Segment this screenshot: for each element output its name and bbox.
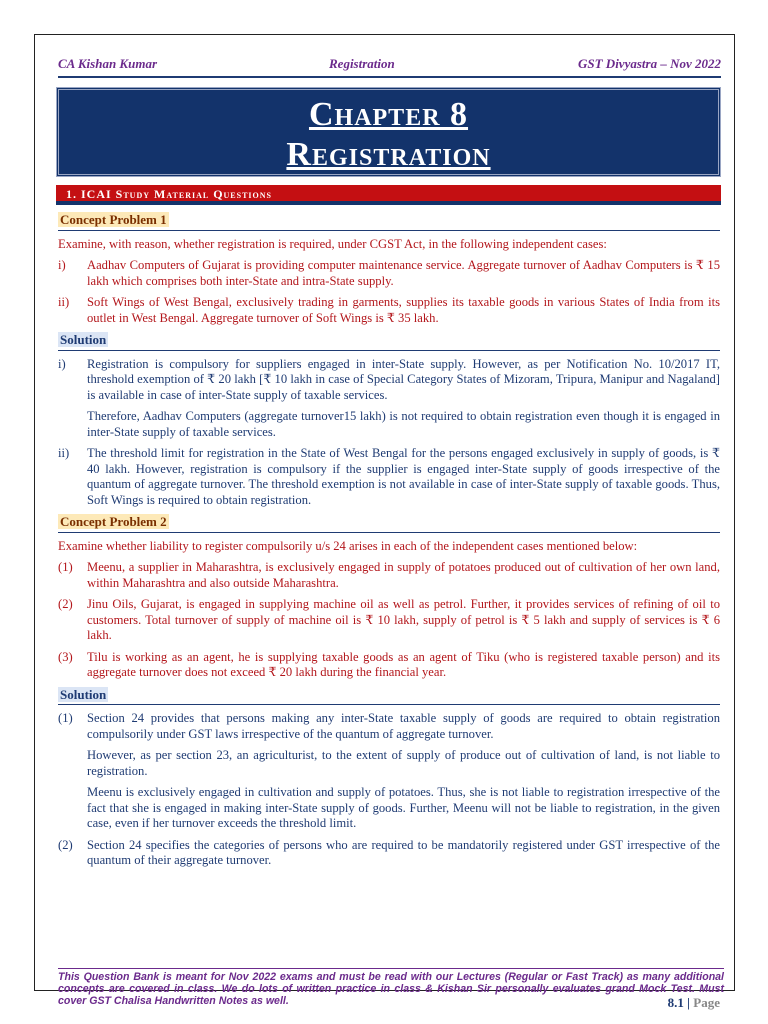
problem-2-heading-text: Concept Problem 2 — [60, 514, 167, 529]
item-number: (3) — [58, 649, 73, 664]
list-item — [58, 446, 720, 508]
item-body — [87, 711, 720, 832]
problem-1-heading-text: Concept Problem 1 — [60, 212, 167, 227]
page-number-value: 8.1 — [667, 995, 684, 1010]
list-item — [58, 560, 720, 591]
list-item — [58, 597, 720, 644]
item-text: The threshold limit for registration in the State of West Bengal for the persons engaged exclusively in supply of goods, is ₹ 40 lakh. However, registration is compulsory if the supplier is engaged inter-State supply of goods irrespective of the quantum of aggregate turnover. The threshold exemption is not available in case of inter-State supply of taxable goods. Thus, Soft Wings is required to obtain registration. — [87, 446, 720, 507]
item-number: i) — [58, 356, 66, 371]
list-item — [58, 838, 720, 869]
item-text: Section 24 specifies the categories of persons who are required to be mandatorily registered under GST irrespective of the quantum of their aggregate turnover. — [87, 837, 720, 867]
item-text-extra: However, as per section 23, an agriculturist, to the extent of supply of produce out of cultivation of land, is not liable to registration. — [87, 748, 720, 778]
item-text: Soft Wings of West Bengal, exclusively trading in garments, supplies its taxable goods in various States of India from its outlet in West Bengal. Aggregate turnover of Soft Wings is ₹ 35 lakh. — [87, 295, 720, 325]
header-author: CA Kishan Kumar — [58, 56, 157, 71]
page-header — [58, 56, 721, 74]
header-chapter: Registration — [329, 56, 395, 71]
main-content — [58, 212, 720, 875]
item-text: Tilu is working as an agent, he is supplying taxable goods as an agent of Tiku (who is registered taxable person) and its aggregate turnover does not exceed ₹ 20 lakh during the financial year. — [87, 649, 720, 679]
item-number: (1) — [58, 560, 73, 574]
problem-2-heading — [58, 514, 720, 533]
list-item — [58, 650, 720, 681]
list-item — [58, 295, 720, 326]
item-text: Meenu, a supplier in Maharashtra, is exclusively engaged in supply of potatoes produced out of cultivation of her own land, within Maharashtra and also outside Maharashtra. — [87, 560, 720, 590]
solution-1-heading — [58, 332, 720, 351]
list-item — [58, 258, 720, 289]
item-text: Registration is compulsory for suppliers engaged in inter-State supply. However, as per Notification No. 10/2017 IT, threshold exemption of ₹ 20 lakh [₹ 10 lakh in case of Special Category States of Mizoram, Tripura, Manipur and Nagaland] is available in case of inter-State supply of taxable services. — [87, 356, 720, 402]
chapter-number: Chapter 8 — [308, 96, 469, 133]
header-divider — [58, 76, 721, 78]
header-book: GST Divyastra – Nov 2022 — [578, 56, 721, 71]
chapter-title-box — [56, 87, 721, 177]
item-text: Section 24 provides that persons making any inter-State taxable supply of goods are required to obtain registration compulsorily under GST laws irrespective of the quantum of aggregate turnover. — [87, 711, 720, 741]
footer-note: This Question Bank is meant for Nov 2022 exams and must be read with our Lectures (Regular or Fast Track) as many additional concepts are covered in class. We do lots of written practice in class & Kishan Sir personally evaluates grand Mock Test. Must cover GST Chalisa Handwritten Notes as well. — [58, 968, 724, 1007]
item-body — [87, 357, 720, 441]
item-text-extra: Therefore, Aadhav Computers (aggregate turnover15 lakh) is not required to obtain registration even though it is engaged in inter-State supply of taxable services. — [87, 409, 720, 439]
item-number: (1) — [58, 711, 73, 725]
list-item — [58, 711, 720, 832]
item-number: ii) — [58, 446, 70, 460]
item-text: Aadhav Computers of Gujarat is providing computer maintenance service. Aggregate turnover of Aadhav Computers is ₹ 15 lakh which comprises both inter-State and intra-State supply. — [87, 258, 720, 288]
section-heading: 1. ICAI Study Material Questions — [56, 185, 721, 205]
list-item — [58, 357, 720, 441]
solution-1-heading-text: Solution — [60, 332, 107, 347]
item-number: ii) — [58, 295, 70, 309]
problem-1-intro: Examine, with reason, whether registration is required, under CGST Act, in the following independent cases: — [58, 236, 607, 251]
solution-2-heading-text: Solution — [60, 686, 107, 702]
solution-2-heading — [58, 687, 720, 706]
problem-1-heading — [58, 212, 720, 231]
page-number: 8.1 | Page — [667, 995, 720, 1010]
item-number: i) — [58, 258, 66, 272]
item-text: Jinu Oils, Gujarat, is engaged in supplying machine oil as well as petrol. Further, it provides services of refining of oil to customers. Total turnover of supply of machine oil is ₹ 10 lakh, supply of petrol is ₹ 5 lakh and supply of services is ₹ 6 lakh. — [87, 597, 720, 642]
problem-2-intro: Examine whether liability to register compulsorily u/s 24 arises in each of the independent cases mentioned below: — [58, 538, 638, 553]
item-text-extra: Meenu is exclusively engaged in cultivation and supply of potatoes. Thus, she is not liable to registration irrespective of the fact that she is engaged in making inter-State supply of goods. Further, Meenu will not be liable to registration, in the given case, even if her turnover exceeds the threshold limit. — [87, 785, 720, 830]
page-label: Page — [693, 995, 720, 1010]
chapter-title: Registration — [286, 136, 491, 173]
item-number: (2) — [58, 597, 73, 611]
item-number: (2) — [58, 837, 73, 852]
